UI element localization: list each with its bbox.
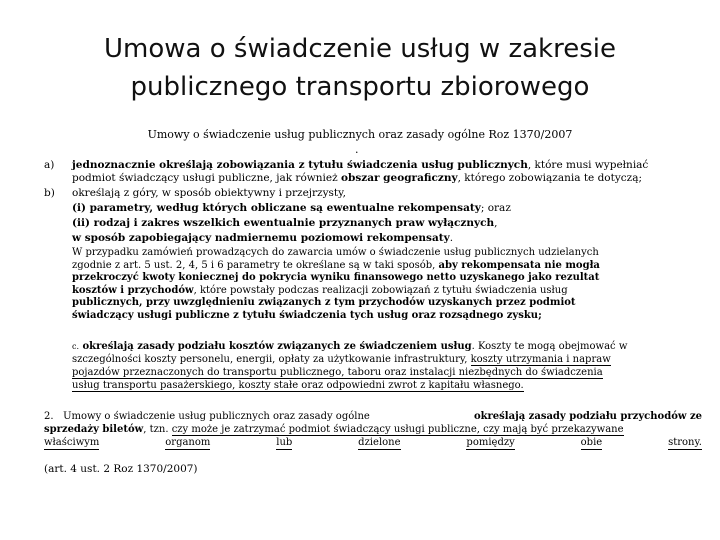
item-b-bold-ii: (ii) rodzaj i zakres wszelkich ewentualnie przyznanych praw wyłącznych	[72, 217, 495, 229]
item-a-text-3: , którego zobowiązania te dotyczą;	[457, 172, 642, 184]
item-b-para-bold-3: przekroczyć kwoty koniecznej do pokrycia wyniku finansowego netto uzyskanego jako rezultat	[72, 272, 600, 283]
item-b-para-text-4b: , które powstały podczas realizacji zobowiązań z tytułu świadczenia usług	[193, 284, 568, 296]
item-b-para-line-1: W przypadku zamówień prowadzących do zawarcia umów o świadczenie usług publicznych udzielanych	[72, 247, 599, 258]
item-c-text-2: szczególności koszty personelu, energii, opłaty za użytkowanie infrastruktury,	[72, 354, 471, 365]
item-b-param-i	[72, 202, 511, 215]
item-b-para-line-3	[72, 272, 600, 285]
item-b-marker: b)	[44, 187, 55, 199]
item-b-para-bold-6: świadczący usługi publiczne z tytułu świadczenia tych usług oraz rozsądnego zysku;	[72, 309, 542, 321]
item-b-bold-i: (i) parametry, według których obliczane są ewentualne rekompensaty	[72, 202, 481, 214]
item-2-line-2	[44, 423, 702, 436]
subtitle-dot: .	[355, 143, 359, 156]
item-2-underlined-1: czy może je zatrzymać podmiot świadczący usługi publiczne, czy mają być przekazywane	[171, 424, 624, 435]
item-b-para-line-5	[72, 297, 600, 310]
item-2-word: obie	[580, 437, 603, 448]
item-2-text-2: , tzn.	[143, 424, 172, 435]
item-a-text-1: , które musi wypełniać	[527, 159, 649, 171]
item-2-word: organom	[165, 437, 211, 448]
item-a-marker: a)	[44, 159, 55, 171]
item-b-line-1: określają z góry, w sposób obiektywny i przejrzysty,	[72, 187, 346, 199]
item-c-underlined-2: koszty utrzymania i napraw	[470, 354, 611, 365]
item-c-line-3	[72, 366, 627, 379]
item-2-word: strony.	[668, 437, 702, 448]
slide-title	[0, 30, 720, 106]
item-2-number: 2.	[44, 411, 54, 422]
item-c-line-4	[72, 379, 627, 392]
item-b-para-line-4	[72, 285, 600, 298]
item-2-bold-2: sprzedaży biletów	[44, 424, 144, 435]
item-a-line-1	[72, 159, 648, 172]
item-b-para-bold-5: publicznych, przy uwzględnieniu związanych z tym przychodów uzyskanych przez podmiot	[72, 297, 576, 308]
item-2-text-1: Umowy o świadczenie usług publicznych oraz zasady ogólne	[63, 411, 370, 422]
item-c-block	[72, 340, 627, 392]
item-2-line-1	[44, 410, 702, 423]
item-2-word: pomiędzy	[466, 437, 515, 448]
section-subtitle: Umowy o świadczenie usług publicznych oraz zasady ogólne Roz 1370/2007	[147, 128, 573, 141]
title-line-1: Umowa o świadczenie usług w zakresie	[104, 34, 616, 64]
item-b-param-iii	[72, 232, 453, 245]
item-c-marker: c.	[72, 342, 80, 351]
item-b-para-text-2a: zgodnie z art. 5 ust. 2, 4, 5 i 6 parametry te określane są w taki sposób,	[72, 259, 439, 271]
title-line-2: publicznego transportu zbiorowego	[130, 72, 590, 102]
item-b-bold-iii: w sposób zapobiegający nadmiernemu poziomowi rekompensaty	[72, 232, 450, 244]
item-2-word: właściwym	[44, 437, 100, 448]
item-b-paragraph	[72, 247, 600, 322]
item-b-para-line-6	[72, 310, 600, 323]
item-b-text-iii-end: .	[449, 232, 454, 244]
item-c-underlined-3: pojazdów przeznaczonych do transportu publicznego, taboru oraz instalacji niezbędnych do świadczenia	[72, 367, 603, 378]
item-b-text-ii: ,	[494, 217, 498, 229]
item-c-line-1	[72, 340, 627, 353]
item-2-line-1-left	[44, 410, 370, 423]
item-2-word: lub	[276, 437, 293, 448]
reference-citation: (art. 4 ust. 2 Roz 1370/2007)	[44, 463, 198, 475]
item-b-para-bold-2b: aby rekompensata nie mogła	[438, 259, 600, 271]
item-a-text-2: podmiot świadczący usługi publiczne, jak również	[72, 172, 341, 184]
item-b-para-bold-4a: kosztów i przychodów	[72, 284, 194, 296]
item-a-bold-1: jednoznacznie określają zobowiązania z tytułu świadczenia usług publicznych	[72, 159, 528, 171]
item-b-text-oraz: ; oraz	[480, 202, 511, 214]
item-b-param-ii	[72, 217, 498, 230]
item-b-para-line-2	[72, 260, 600, 273]
item-2-word: dzielone	[358, 437, 401, 448]
item-2-block	[44, 410, 702, 450]
item-c-text-1: . Koszty te mogą obejmować w	[471, 341, 628, 352]
item-2-bold-1: określają zasady podziału przychodów ze	[473, 411, 702, 422]
item-2-line-3	[44, 436, 702, 450]
item-c-bold-1: określają zasady podziału kosztów związanych ze świadczeniem usług	[79, 341, 472, 352]
item-a-bold-2: obszar geograficzny	[340, 172, 458, 184]
item-c-line-2	[72, 353, 627, 366]
item-a-line-2	[72, 172, 642, 185]
item-c-underlined-4: usług transportu pasażerskiego, koszty stałe oraz odpowiedni zwrot z kapitału własnego.	[72, 380, 524, 391]
